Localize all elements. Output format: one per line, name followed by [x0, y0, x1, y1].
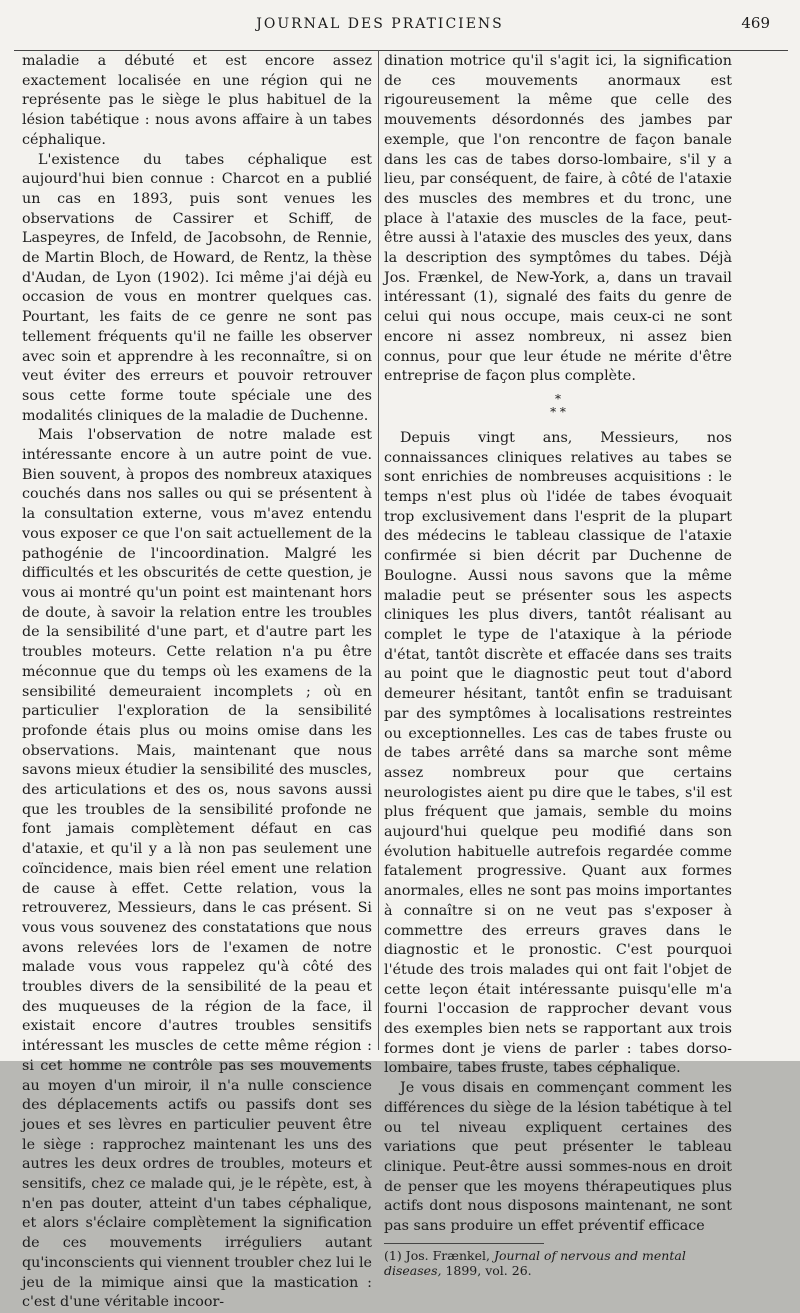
paragraph: dination motrice qu'il s'agit ici, la signification de ces mouvements anormaux est rigoureusement la même que celle des mouvements désordonnés des jambes par exemple, que l'on rencontre de façon banale dans les cas de tabes dorso-lombaire, s'il y a lieu, par conséquent, de faire, à côté de l'ataxie des muscles des membres et du tronc, une place à l'ataxie des muscles de la face, peut-être aussi à l'ataxie des muscles des yeux, dans la description des symptômes du tabes. Déjà Jos. Frænkel, de New-York, a, dans un travail intéressant (1), signalé des faits du genre de celui qui nous occupe, mais ceux-ci ne sont encore ni assez nombreux, ni assez bien connus, pour que leur étude ne mérite d'être entreprise de façon plus complète.	[384, 53, 732, 385]
footnote-reference: 1899, vol. 26.	[445, 1262, 532, 1278]
paragraph: L'existence du tabes céphalique est aujourd'hui bien connue : Charcot en a publié un cas en 1893, puis sont venues les observations de Cassirer et Schiff, de Laspeyres, de Infeld, de Jacobsohn, de Rennie, de Martin Bloch, de Howard, de Rentz, la thèse d'Audan, de Lyon (1902). Ici même j'ai déjà eu occasion de vous en montrer quelques cas. Pourtant, les faits de ce genre ne sont pas tellement fréquents qu'il ne faille les observer avec soin et apprendre à les reconnaître, si on veut éviter des erreurs et pouvoir retrouver sous cette forme toute spéciale une des modalités cliniques de la maladie de Duchenne.	[22, 151, 372, 424]
footnote-rule	[384, 1243, 544, 1244]
paragraph: Mais l'observation de notre malade est intéressante encore à un autre point de vue. Bien souvent, à propos des nombreux ataxiques couchés dans nos salles ou qui se présentent à la consultation externe, vous m'avez entendu vous exposer ce que l'on sait actuellement de la pathogénie de l'incoordination. Malgré les difficultés et les obscurités de cette question, je vous ai montré qu'un point est maintenant hors de doute, à savoir la relation entre les troubles de la sensibilité d'une part, et d'autre part les troubles moteurs. Cette relation n'a pu être méconnue que du temps où les examens de la sensibilité demeuraient incomplets ; où en particulier l'exploration de la sensibilité profonde étais plus ou moins omise dans les observations. Mais, maintenant que nous savons mieux étudier la sensibilité des muscles, des articulations et des os, nous savons aussi que les troubles de la sensibilité profonde ne font jamais complètement défaut en cas d'ataxie, et qu'il y a là non pas seulement une coïncidence, mais bien réel ement une relation de cause à effet. Cette relation, vous la retrouverez, Messieurs, dans le cas présent. Si vous vous souvenez des constatations que nous avons relevées lors de l'examen de notre malade vous vous rappelez qu'à côté des troubles divers de la sensibilité de la peau et des muqueuses de la région de la face, il existait encore d'autres troubles sensitifs intéressant les muscles de cette même région : si cet homme ne contrôle pas ses mouvements au moyen d'un miroir, il n'a nulle conscience des déplacements actifs ou passifs dont ses joues et ses lèvres en particulier peuvent être le siège : rapprochez maintenant les uns des autres les deux ordres de troubles, moteurs et sensitifs, chez ce malade qui, je le répète, est, à n'en pas douter, atteint d'un tabes céphalique, et alors s'éclaire complètement la signification de ces mouvements irréguliers autant qu'inconscients qui viennent troubler chez lui le jeu de la mimique ainsi que la mastication : c'est d'une véritable incoor-	[22, 427, 372, 1311]
column-divider	[378, 50, 379, 1050]
paragraph: Depuis vingt ans, Messieurs, nos connaissances cliniques relatives au tabes se sont enrichies de nombreuses acquisitions : le temps n'est plus où l'idée de tabes évoquait trop exclusivement dans l'esprit de la plupart des médecins le tableau classique de l'ataxie confirmée si bien décrit par Duchenne de Boulogne. Aussi nous savons que la même maladie peut se présenter sous les aspects cliniques les plus divers, tantôt réalisant au complet le type de l'ataxique à la période d'état, tantôt discrète et effacée dans ses traits au point que le diagnostic peut tout d'abord demeurer hésitant, tantôt enfin se traduisant par des symptômes à localisations restreintes ou exceptionnelles. Les cas de tabes fruste ou de tabes arrêté dans sa marche sont même assez nombreux pour que certains neurologistes aient pu dire que le tabes, s'il est plus fréquent que jamais, semble du moins aujourd'hui quelque peu modifié dans son évolution habituelle autrefois regardée comme fatalement progressive. Quant aux formes anormales, elles ne sont pas moins importantes à connaître si on ne veut pas s'exposer à commettre des erreurs graves dans le diagnostic et le pronostic. C'est pourquoi l'étude des trois malades qui ont fait l'objet de cette leçon était intéressante puisqu'elle m'a fourni l'occasion de rapprocher devant vous des exemples bien nets se rapportant aux trois formes dont je viens de parler : tabes dorso-lombaire, tabes fruste, tabes céphalique.	[384, 429, 732, 1077]
footnote-author: (1) Jos. Frænkel,	[384, 1247, 490, 1263]
footnote-journal: Journal of nervous and mental diseases,	[384, 1247, 686, 1278]
asterism-bottom: * *	[550, 404, 566, 419]
paragraph: maladie a débuté et est encore assez exactement localisée en une région qui ne représente pas le siège le plus habituel de la lésion tabétique : nous avons affaire à un tabes céphalique.	[22, 53, 372, 148]
right-column	[384, 52, 732, 1278]
left-column	[22, 52, 372, 1313]
running-head	[0, 10, 800, 40]
section-asterism	[384, 393, 732, 419]
footnote	[384, 1248, 732, 1278]
asterism-top: *	[555, 391, 561, 406]
journal-title: JOURNAL DES PRATICIENS	[256, 16, 504, 32]
paragraph: Je vous disais en commençant comment les différences du siège de la lésion tabétique à tel ou tel niveau expliquent certaines des variations que peut présenter le tableau clinique. Peut-être aussi sommes-nous en droit de penser que les moyens thérapeutiques plus actifs dont nous disposons maintenant, ne sont pas sans produire un effet préventif efficace	[384, 1080, 732, 1235]
page-number: 469	[741, 14, 770, 32]
header-rule	[14, 50, 788, 51]
